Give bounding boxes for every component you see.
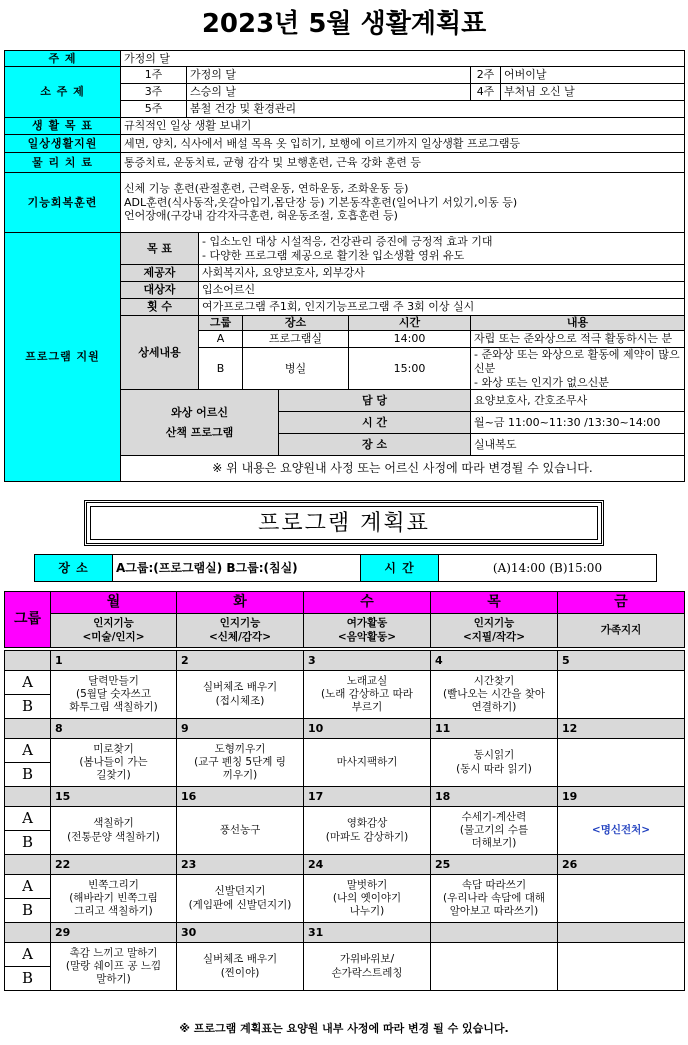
activity-cell — [431, 807, 558, 855]
group-b-label: B — [5, 967, 51, 991]
date-cell: 26 — [558, 855, 685, 875]
activity-line: 말벗하기 — [346, 878, 388, 891]
rehab-line: 신체 기능 훈련(관절훈련, 근력운동, 연하운동, 조화운동 등) — [124, 181, 409, 195]
week2-label: 2주 — [471, 67, 501, 84]
week1-label: 1주 — [121, 67, 187, 84]
activity-line: 실버체조 배우기 — [202, 681, 278, 694]
program-plan-title: 프로그램 계획표 — [90, 506, 598, 540]
activity-line: 빈쪽그리기 — [88, 878, 139, 891]
date-cell — [558, 923, 685, 943]
ps-provider-label: 제공자 — [121, 265, 199, 282]
week2-value: 어버이날 — [501, 67, 685, 84]
walk-time-label: 시 간 — [279, 412, 471, 434]
date-cell: 10 — [304, 719, 431, 739]
activity-cell — [177, 943, 304, 991]
date-cell: 23 — [177, 855, 304, 875]
date-cell: 11 — [431, 719, 558, 739]
week1-value: 가정의 달 — [187, 67, 471, 84]
goal-label: 생 활 목 표 — [5, 118, 121, 135]
day-header-mon: 월 — [51, 592, 177, 614]
date-cell: 30 — [177, 923, 304, 943]
category-line: <미술/인지> — [82, 630, 145, 643]
category-line: <음악활동> — [337, 630, 397, 643]
rehab-line: ADL훈련(식사동작,옷갈아입기,몸단장 등) 기본동작훈련(일어나기 서있기,이동 등) — [124, 195, 518, 209]
date-cell: 4 — [431, 651, 558, 671]
ps-b-group: B — [199, 348, 243, 390]
walk-time-value: 월~금 11:00~11:30 /13:30~14:00 — [471, 412, 685, 434]
date-cell: 24 — [304, 855, 431, 875]
program-note: ※ 위 내용은 요양원내 사정 또는 어르신 사정에 따라 변경될 수 있습니다. — [121, 456, 685, 482]
activity-line: (물고기의 수를 — [459, 823, 529, 836]
walk-place-value: 실내복도 — [471, 434, 685, 456]
category-wed — [304, 614, 431, 648]
activity-line: 손가락스트레칭 — [331, 966, 403, 979]
week-date-row-spacer — [5, 923, 51, 943]
date-cell: 29 — [51, 923, 177, 943]
activity-line: (나의 옛이야기 — [332, 891, 402, 904]
activity-line: <명신전처> — [591, 823, 651, 836]
group-b-label: B — [5, 831, 51, 855]
activity-line: 더해보기) — [471, 837, 517, 850]
ps-b-content-line: - 와상 또는 인지가 없으신분 — [474, 375, 609, 389]
walk-title-line: 와상 어르신 — [171, 406, 228, 419]
week-date-row-spacer — [5, 651, 51, 671]
activity-line: 도형끼우기 — [214, 742, 266, 755]
plan-time-value: (A)14:00 (B)15:00 — [439, 555, 657, 582]
activity-line: 수세기-계산력 — [461, 810, 527, 823]
subtheme-label: 소 주 제 — [5, 67, 121, 118]
ps-a-content: 자립 또는 준와상으로 적극 활동하시는 분 — [471, 331, 685, 348]
date-cell: 25 — [431, 855, 558, 875]
category-line: <신체/감각> — [208, 630, 271, 643]
walk-title-line: 산책 프로그램 — [165, 425, 234, 439]
life-plan-table — [4, 50, 685, 482]
daily-value: 세면, 양치, 식사에서 배설 목욕 옷 입히기, 보행에 이르기까지 일상생활 프로그램등 — [121, 135, 685, 153]
activity-cell — [431, 739, 558, 787]
activity-line: 연결하기) — [471, 701, 517, 714]
week4-value: 부처님 오신 날 — [501, 84, 685, 101]
ps-a-time: 14:00 — [349, 331, 471, 348]
ps-count-value: 여가프로그램 주1회, 인지기능프로그램 주 3회 이상 실시 — [199, 299, 685, 316]
activity-line: (빨나오는 시간을 찾아 — [442, 687, 546, 700]
ps-a-place: 프로그램실 — [243, 331, 349, 348]
ps-target-value: 입소어르신 — [199, 282, 685, 299]
date-cell: 1 — [51, 651, 177, 671]
activity-line: 색칠하기 — [93, 817, 134, 830]
activity-line: 동시읽기 — [473, 749, 515, 762]
physio-label: 물 리 치 료 — [5, 153, 121, 173]
activity-line: 부르기 — [351, 701, 383, 714]
activity-line: (봄나들이 가는 — [79, 755, 148, 768]
group-a-label: A — [5, 671, 51, 695]
category-tue — [177, 614, 304, 648]
category-line: 여가활동 — [346, 617, 388, 630]
physio-value: 통증치료, 운동치료, 균형 감각 및 보행훈련, 근육 강화 훈련 등 — [121, 153, 685, 173]
category-fri — [558, 614, 685, 648]
activity-line: 가위바위보/ — [339, 953, 395, 966]
walk-staff-label: 담 당 — [279, 390, 471, 412]
date-cell: 16 — [177, 787, 304, 807]
ps-header-time: 시간 — [349, 316, 471, 331]
activity-line: 속담 따라쓰기 — [461, 878, 527, 891]
ps-provider-value: 사회복지사, 요양보호사, 외부강사 — [199, 265, 685, 282]
activity-cell — [558, 943, 685, 991]
day-header-fri: 금 — [558, 592, 685, 614]
activity-line: (접시체조) — [215, 694, 265, 707]
activity-cell — [304, 875, 431, 923]
activity-cell — [51, 943, 177, 991]
activity-cell — [304, 671, 431, 719]
activity-cell — [51, 875, 177, 923]
activity-line: 끼우기) — [222, 769, 258, 782]
activity-cell — [558, 875, 685, 923]
ps-count-label: 횟 수 — [121, 299, 199, 316]
ps-goal-value — [199, 233, 685, 265]
week5-label: 5주 — [121, 101, 187, 118]
activity-cell — [431, 943, 558, 991]
group-a-label: A — [5, 739, 51, 763]
activity-cell — [51, 739, 177, 787]
plan-info-table — [34, 554, 657, 582]
activity-cell — [558, 807, 685, 855]
plan-time-label: 시 간 — [361, 555, 439, 582]
date-cell: 3 — [304, 651, 431, 671]
activity-line: 마사지팩하기 — [336, 755, 398, 768]
activity-line: 촉감 느끼고 말하기 — [69, 946, 158, 959]
activity-line: (노래 감상하고 따라 — [321, 687, 413, 700]
activity-line: 알아보고 따라쓰기) — [449, 905, 539, 918]
activity-line: 시간찾기 — [473, 674, 515, 687]
activity-cell — [304, 739, 431, 787]
category-line: 인지기능 — [93, 617, 134, 630]
day-header-thu: 목 — [431, 592, 558, 614]
activity-line: 길찾기) — [96, 769, 131, 782]
activity-cell — [558, 739, 685, 787]
category-thu — [431, 614, 558, 648]
ps-b-place: 병실 — [243, 348, 349, 390]
activity-line: 영화감상 — [346, 817, 388, 830]
ps-goal-line: - 다양한 프로그램 제공으로 활기찬 입소생활 영위 유도 — [202, 248, 465, 262]
activity-cell — [177, 807, 304, 855]
activity-line: 미로찾기 — [93, 742, 134, 755]
date-cell: 8 — [51, 719, 177, 739]
activity-cell — [51, 807, 177, 855]
ps-b-content — [471, 348, 685, 390]
date-cell: 19 — [558, 787, 685, 807]
activity-line: 풍선농구 — [219, 823, 261, 836]
activity-line: 화투그림 색칠하기) — [69, 701, 158, 714]
date-cell: 15 — [51, 787, 177, 807]
day-header-tue: 화 — [177, 592, 304, 614]
ps-target-label: 대상자 — [121, 282, 199, 299]
walk-program-title — [121, 390, 279, 456]
ps-b-content-line: - 준와상 또는 와상으로 활동에 제약이 많으신분 — [474, 348, 680, 375]
theme-label: 주 제 — [5, 51, 121, 67]
ps-b-time: 15:00 — [349, 348, 471, 390]
week3-label: 3주 — [121, 84, 187, 101]
week5-value: 봄철 건강 및 환경관리 — [187, 101, 685, 118]
ps-goal-line: - 입소노인 대상 시설적응, 건강관리 증진에 긍정적 효과 기대 — [202, 234, 493, 248]
activity-line: 말하기) — [96, 973, 131, 986]
activity-cell — [177, 739, 304, 787]
category-line: 인지기능 — [219, 617, 261, 630]
week-date-row-spacer — [5, 787, 51, 807]
activity-cell — [177, 671, 304, 719]
ps-a-group: A — [199, 331, 243, 348]
activity-line: (우리나라 속담에 대해 — [442, 891, 546, 904]
date-cell: 9 — [177, 719, 304, 739]
group-b-label: B — [5, 695, 51, 719]
ps-detail-label: 상세내용 — [121, 316, 199, 390]
activity-line: (게임판에 신발던지기) — [188, 898, 292, 911]
activity-cell — [304, 807, 431, 855]
theme-value: 가정의 달 — [121, 51, 685, 67]
ps-header-content: 내용 — [471, 316, 685, 331]
program-calendar — [4, 591, 685, 991]
page-title: 2023년 5월 생활계획표 — [201, 9, 487, 39]
category-line: 가족지지 — [600, 623, 642, 636]
activity-cell — [431, 671, 558, 719]
date-cell: 31 — [304, 923, 431, 943]
activity-line: (전통문양 색칠하기) — [67, 830, 160, 843]
daily-label: 일상생활지원 — [5, 135, 121, 153]
calendar-weeks — [5, 651, 685, 991]
date-cell: 12 — [558, 719, 685, 739]
program-plan-title-box — [84, 500, 604, 546]
activity-line: 나누기) — [349, 905, 385, 918]
activity-line: 노래교실 — [346, 674, 388, 687]
date-cell: 17 — [304, 787, 431, 807]
activity-cell — [177, 875, 304, 923]
walk-place-label: 장 소 — [279, 434, 471, 456]
ps-goal-label: 목 표 — [121, 233, 199, 265]
activity-line: (말랑 쉐이프 공 느낌 — [65, 959, 162, 972]
date-cell — [431, 923, 558, 943]
activity-line: 달력만들기 — [88, 674, 139, 687]
ps-header-group: 그룹 — [199, 316, 243, 331]
goal-value: 규칙적인 일상 생활 보내기 — [121, 118, 685, 135]
date-cell: 2 — [177, 651, 304, 671]
week4-label: 4주 — [471, 84, 501, 101]
activity-line: (동시 따라 읽기) — [456, 762, 532, 775]
group-a-label: A — [5, 875, 51, 899]
activity-line: 그리고 색칠하기) — [74, 905, 153, 918]
date-cell: 22 — [51, 855, 177, 875]
rehab-label: 기능회복훈련 — [5, 173, 121, 233]
plan-place-label: 장 소 — [35, 555, 113, 582]
activity-cell — [558, 671, 685, 719]
week-date-row-spacer — [5, 855, 51, 875]
week3-value: 스승의 날 — [187, 84, 471, 101]
activity-line: (마파도 감상하기) — [325, 830, 409, 843]
rehab-value — [121, 173, 685, 233]
day-header-wed: 수 — [304, 592, 431, 614]
category-line: <지필/작각> — [462, 630, 525, 643]
category-mon — [51, 614, 177, 648]
group-a-label: A — [5, 807, 51, 831]
activity-line: 신발던지기 — [214, 885, 266, 898]
ps-header-place: 장소 — [243, 316, 349, 331]
group-b-label: B — [5, 763, 51, 787]
program-support-label: 프로그램 지원 — [5, 233, 121, 482]
date-cell: 18 — [431, 787, 558, 807]
group-a-label: A — [5, 943, 51, 967]
activity-line: (교구 펜칭 5단계 링 — [194, 755, 286, 768]
category-line: 인지기능 — [473, 617, 515, 630]
activity-line: 실버체조 배우기 — [202, 953, 278, 966]
date-cell: 5 — [558, 651, 685, 671]
footnote: ※ 프로그램 계획표는 요양원 내부 사정에 따라 변경 될 수 있습니다. — [179, 1022, 509, 1035]
activity-line: (5월달 숫자쓰고 — [76, 687, 151, 700]
walk-staff-value: 요양보호사, 간호조무사 — [471, 390, 685, 412]
activity-cell — [431, 875, 558, 923]
activity-line: (찐이야) — [220, 966, 260, 979]
plan-place-value: A그룹:(프로그램실) B그룹:(침실) — [113, 555, 361, 582]
activity-cell — [304, 943, 431, 991]
week-date-row-spacer — [5, 719, 51, 739]
group-b-label: B — [5, 899, 51, 923]
group-header: 그룹 — [5, 592, 51, 648]
activity-cell — [51, 671, 177, 719]
activity-line: (해바라기 빈쪽그림 — [69, 891, 158, 904]
rehab-line: 언어장애(구강내 감각자극훈련, 혀운동조절, 호흡훈련 등) — [124, 209, 398, 223]
